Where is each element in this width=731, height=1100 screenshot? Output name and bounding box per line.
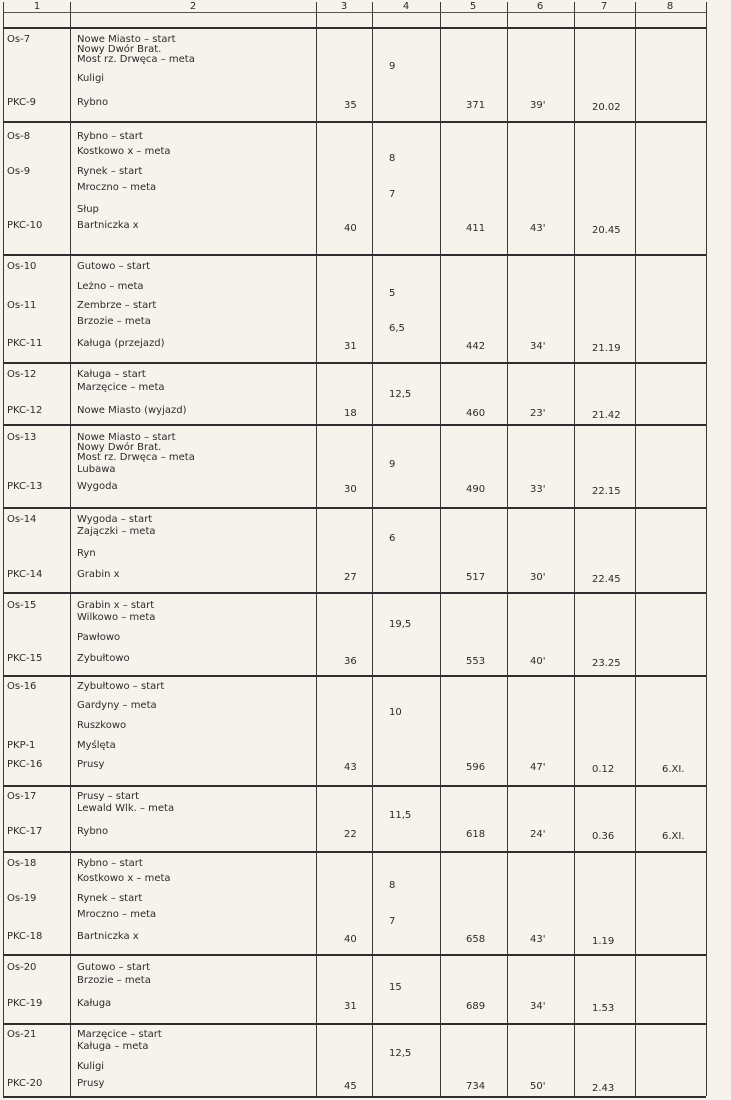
cell-c2: Nowe Miasto – start bbox=[77, 34, 176, 45]
cell-c2: Bartniczka x bbox=[77, 220, 139, 231]
cell-c6: 23' bbox=[530, 408, 546, 419]
cell-c2: Marzęcice – meta bbox=[77, 382, 165, 393]
group-rule bbox=[3, 362, 706, 364]
cell-c3: 40 bbox=[344, 934, 357, 945]
cell-c1: PKC-15 bbox=[7, 653, 43, 664]
cell-c1: PKC-11 bbox=[7, 338, 43, 349]
cell-c3: 31 bbox=[344, 341, 357, 352]
cell-c2: Pawłowo bbox=[77, 632, 121, 643]
cell-c4: 8 bbox=[389, 153, 396, 164]
cell-c6: 47' bbox=[530, 762, 546, 773]
cell-c2: Marzęcice – start bbox=[77, 1029, 162, 1040]
cell-c2: Zybułtowo – start bbox=[77, 681, 165, 692]
cell-c3: 36 bbox=[344, 656, 357, 667]
cell-c2: Kostkowo x – meta bbox=[77, 873, 171, 884]
cell-c6: 34' bbox=[530, 341, 546, 352]
cell-c2: Prusy – start bbox=[77, 791, 140, 802]
cell-c1: Os-9 bbox=[7, 166, 31, 177]
cell-c2: Rynek – start bbox=[77, 893, 143, 904]
cell-c3: 30 bbox=[344, 484, 357, 495]
cell-c2: Gutowo – start bbox=[77, 261, 151, 272]
cell-c5: 658 bbox=[466, 934, 486, 945]
cell-c1: Os-20 bbox=[7, 962, 37, 973]
cell-c2: Nowe Miasto (wyjazd) bbox=[77, 405, 187, 416]
cell-c2: Rybno bbox=[77, 97, 109, 108]
cell-c2: Grabin x – start bbox=[77, 600, 155, 611]
column-divider bbox=[507, 2, 508, 1096]
cell-c2: Kaługa – start bbox=[77, 369, 146, 380]
cell-c2: Most rz. Drwęca – meta bbox=[77, 54, 195, 65]
cell-c2: Rybno bbox=[77, 826, 109, 837]
cell-c5: 689 bbox=[466, 1001, 486, 1012]
cell-c3: 40 bbox=[344, 223, 357, 234]
cell-c6: 43' bbox=[530, 223, 546, 234]
cell-c1: Os-11 bbox=[7, 300, 37, 311]
cell-c5: 596 bbox=[466, 762, 486, 773]
cell-c2: Grabin x bbox=[77, 569, 120, 580]
column-divider bbox=[70, 2, 71, 1096]
group-rule bbox=[3, 254, 706, 256]
cell-c4: 9 bbox=[389, 459, 396, 470]
cell-c7: 1.53 bbox=[592, 1003, 615, 1014]
cell-c2: Brzozie – meta bbox=[77, 316, 151, 327]
cell-c1: Os-14 bbox=[7, 514, 37, 525]
cell-c4: 12,5 bbox=[389, 1048, 412, 1059]
column-header-3: 3 bbox=[340, 1, 348, 12]
cell-c1: PKC-13 bbox=[7, 481, 43, 492]
cell-c1: Os-8 bbox=[7, 131, 31, 142]
cell-c2: Rynek – start bbox=[77, 166, 143, 177]
cell-c1: Os-7 bbox=[7, 34, 31, 45]
column-header-5: 5 bbox=[469, 1, 477, 12]
cell-c3: 27 bbox=[344, 572, 357, 583]
cell-c7: 23.25 bbox=[592, 658, 621, 669]
cell-c4: 6 bbox=[389, 533, 396, 544]
cell-c4: 7 bbox=[389, 189, 396, 200]
cell-c5: 442 bbox=[466, 341, 486, 352]
cell-c6: 50' bbox=[530, 1081, 546, 1092]
cell-c2: Prusy bbox=[77, 1078, 105, 1089]
cell-c2: Lewald Wlk. – meta bbox=[77, 803, 175, 814]
group-rule bbox=[3, 851, 706, 853]
column-header-1: 1 bbox=[33, 1, 41, 12]
cell-c2: Ryn bbox=[77, 548, 96, 559]
group-rule bbox=[3, 121, 706, 123]
cell-c4: 10 bbox=[389, 707, 402, 718]
cell-c1: PKP-1 bbox=[7, 740, 36, 751]
column-header-4: 4 bbox=[402, 1, 410, 12]
cell-c8: 6.XI. bbox=[662, 764, 685, 775]
cell-c6: 43' bbox=[530, 934, 546, 945]
cell-c2: Wygoda – start bbox=[77, 514, 153, 525]
cell-c5: 490 bbox=[466, 484, 486, 495]
cell-c2: Bartniczka x bbox=[77, 931, 139, 942]
cell-c6: 24' bbox=[530, 829, 546, 840]
cell-c4: 12,5 bbox=[389, 389, 412, 400]
cell-c2: Gardyny – meta bbox=[77, 700, 157, 711]
column-divider bbox=[440, 2, 441, 1096]
cell-c1: PKC-20 bbox=[7, 1078, 43, 1089]
cell-c2: Rybno – start bbox=[77, 858, 143, 869]
cell-c1: PKC-10 bbox=[7, 220, 43, 231]
group-rule bbox=[3, 675, 706, 677]
cell-c3: 45 bbox=[344, 1081, 357, 1092]
cell-c7: 0.36 bbox=[592, 831, 615, 842]
cell-c4: 7 bbox=[389, 916, 396, 927]
group-rule bbox=[3, 424, 706, 426]
cell-c1: Os-13 bbox=[7, 432, 37, 443]
cell-c2: Słup bbox=[77, 204, 99, 215]
cell-c1: Os-19 bbox=[7, 893, 37, 904]
cell-c3: 43 bbox=[344, 762, 357, 773]
group-rule bbox=[3, 1096, 706, 1098]
cell-c5: 618 bbox=[466, 829, 486, 840]
group-rule bbox=[3, 592, 706, 594]
cell-c4: 6,5 bbox=[389, 323, 405, 334]
cell-c2: Kaługa – meta bbox=[77, 1041, 149, 1052]
column-divider bbox=[635, 2, 636, 1096]
cell-c2: Mroczno – meta bbox=[77, 182, 157, 193]
column-divider bbox=[372, 2, 373, 1096]
cell-c2: Myślęta bbox=[77, 740, 116, 751]
column-header-2: 2 bbox=[189, 1, 197, 12]
cell-c6: 39' bbox=[530, 100, 546, 111]
column-divider bbox=[706, 2, 707, 1096]
cell-c1: Os-12 bbox=[7, 369, 37, 380]
cell-c1: PKC-14 bbox=[7, 569, 43, 580]
cell-c2: Lubawa bbox=[77, 464, 116, 475]
cell-c5: 411 bbox=[466, 223, 486, 234]
cell-c2: Leżno – meta bbox=[77, 281, 144, 292]
cell-c1: Os-17 bbox=[7, 791, 37, 802]
column-divider bbox=[3, 2, 4, 1096]
cell-c4: 9 bbox=[389, 61, 396, 72]
cell-c6: 33' bbox=[530, 484, 546, 495]
cell-c2: Kaługa (przejazd) bbox=[77, 338, 165, 349]
cell-c2: Rybno – start bbox=[77, 131, 143, 142]
cell-c2: Wygoda bbox=[77, 481, 118, 492]
column-header-8: 8 bbox=[666, 1, 674, 12]
cell-c1: PKC-12 bbox=[7, 405, 43, 416]
cell-c6: 30' bbox=[530, 572, 546, 583]
cell-c2: Zybułtowo bbox=[77, 653, 130, 664]
cell-c7: 0.12 bbox=[592, 764, 615, 775]
cell-c4: 15 bbox=[389, 982, 402, 993]
cell-c4: 19,5 bbox=[389, 619, 412, 630]
cell-c4: 11,5 bbox=[389, 810, 412, 821]
cell-c6: 40' bbox=[530, 656, 546, 667]
cell-c7: 1.19 bbox=[592, 936, 615, 947]
cell-c2: Kuligi bbox=[77, 1061, 105, 1072]
cell-c7: 21.42 bbox=[592, 410, 621, 421]
cell-c3: 18 bbox=[344, 408, 357, 419]
cell-c1: Os-16 bbox=[7, 681, 37, 692]
cell-c2: Nowy Dwór Brat. bbox=[77, 44, 162, 55]
cell-c2: Kostkowo x – meta bbox=[77, 146, 171, 157]
cell-c2: Mroczno – meta bbox=[77, 909, 157, 920]
cell-c1: PKC-9 bbox=[7, 97, 36, 108]
column-header-7: 7 bbox=[600, 1, 608, 12]
cell-c7: 20.02 bbox=[592, 102, 621, 113]
cell-c5: 734 bbox=[466, 1081, 486, 1092]
cell-c7: 22.15 bbox=[592, 486, 621, 497]
cell-c1: PKC-18 bbox=[7, 931, 43, 942]
cell-c1: PKC-17 bbox=[7, 826, 43, 837]
cell-c1: PKC-16 bbox=[7, 759, 43, 770]
column-divider bbox=[316, 2, 317, 1096]
cell-c1: Os-18 bbox=[7, 858, 37, 869]
cell-c2: Brzozie – meta bbox=[77, 975, 151, 986]
cell-c4: 5 bbox=[389, 288, 396, 299]
group-rule bbox=[3, 954, 706, 956]
cell-c1: Os-21 bbox=[7, 1029, 37, 1040]
cell-c2: Most rz. Drwęca – meta bbox=[77, 452, 195, 463]
cell-c1: Os-15 bbox=[7, 600, 37, 611]
cell-c1: PKC-19 bbox=[7, 998, 43, 1009]
cell-c3: 31 bbox=[344, 1001, 357, 1012]
cell-c2: Ruszkowo bbox=[77, 720, 127, 731]
cell-c3: 35 bbox=[344, 100, 357, 111]
cell-c2: Zembrze – start bbox=[77, 300, 157, 311]
cell-c5: 517 bbox=[466, 572, 486, 583]
cell-c1: Os-10 bbox=[7, 261, 37, 272]
cell-c5: 553 bbox=[466, 656, 486, 667]
group-rule bbox=[3, 27, 706, 29]
cell-c7: 22.45 bbox=[592, 574, 621, 585]
group-rule bbox=[3, 507, 706, 509]
cell-c2: Prusy bbox=[77, 759, 105, 770]
cell-c2: Kuligi bbox=[77, 73, 105, 84]
cell-c2: Zajączki – meta bbox=[77, 526, 156, 537]
cell-c7: 2.43 bbox=[592, 1083, 615, 1094]
column-divider bbox=[574, 2, 575, 1096]
cell-c4: 8 bbox=[389, 880, 396, 891]
cell-c3: 22 bbox=[344, 829, 357, 840]
cell-c2: Kaługa bbox=[77, 998, 112, 1009]
column-header-6: 6 bbox=[536, 1, 544, 12]
cell-c6: 34' bbox=[530, 1001, 546, 1012]
cell-c5: 371 bbox=[466, 100, 486, 111]
cell-c2: Nowy Dwór Brat. bbox=[77, 442, 162, 453]
group-rule bbox=[3, 1023, 706, 1025]
cell-c2: Gutowo – start bbox=[77, 962, 151, 973]
cell-c5: 460 bbox=[466, 408, 486, 419]
group-rule bbox=[3, 785, 706, 787]
cell-c2: Wilkowo – meta bbox=[77, 612, 156, 623]
cell-c2: Nowe Miasto – start bbox=[77, 432, 176, 443]
cell-c8: 6.XI. bbox=[662, 831, 685, 842]
cell-c7: 20.45 bbox=[592, 225, 621, 236]
cell-c7: 21.19 bbox=[592, 343, 621, 354]
